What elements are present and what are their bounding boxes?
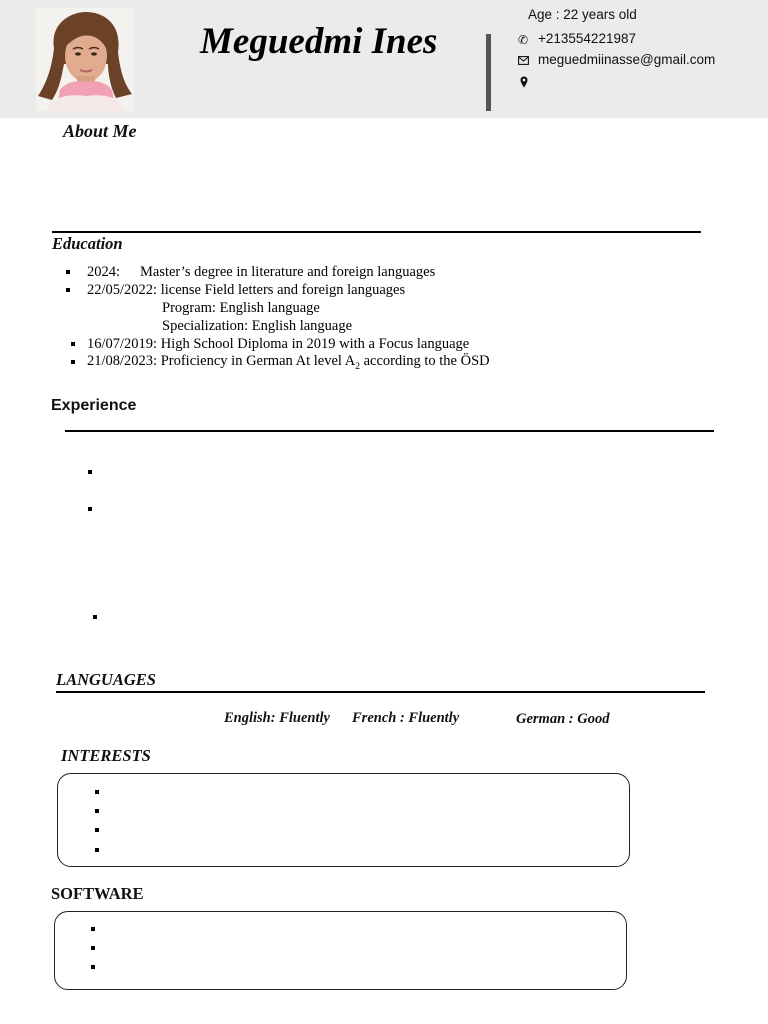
language-french: French : Fluently [352,710,460,726]
bullet [95,848,99,852]
bullet [66,270,70,274]
languages-heading: LANGUAGES [56,670,156,689]
email-address: meguedmiinasse@gmail.com [538,52,716,67]
bullet [93,615,97,619]
software-heading: SOFTWARE [51,884,144,903]
bullet [95,790,99,794]
interests-box [57,773,630,867]
experience-heading: Experience [51,397,137,414]
profile-photo [36,8,134,111]
bullet [95,809,99,813]
software-box [54,911,627,990]
interests-heading: INTERESTS [61,746,151,765]
bullet [91,927,95,931]
envelope-icon [518,56,529,67]
education-item-text: Master’s degree in literature and foreign languages [140,264,436,280]
bullet [71,342,75,346]
phone-icon: ✆ [518,33,529,47]
language-english: English: Fluently [224,710,330,726]
language-german: German : Good [516,711,610,727]
bullet [95,828,99,832]
education-item-text: 21/08/2023: Proficiency in German At level $A_2$ according to the ÖSD [87,353,490,372]
experience-rule [65,430,714,432]
education-specialization: Specialization: English language [162,318,353,334]
bullet [66,288,70,292]
education-program: Program: English language [162,300,320,316]
portrait-image [36,8,134,111]
header-divider [486,34,491,111]
languages-rule [56,691,705,693]
bullet [91,965,95,969]
bullet [88,507,92,511]
bullet [71,360,75,364]
education-heading: Education [52,234,123,253]
education-item-text: 16/07/2019: High School Diploma in 2019 with a Focus language [87,336,470,352]
education-item-date: 2024: [87,264,121,280]
education-item-text: 22/05/2022: license Field letters and foreign languages [87,282,406,298]
bullet [88,470,92,474]
location-pin-icon [520,76,528,90]
bullet [91,946,95,950]
candidate-name: Meguedmi Ines [200,21,438,62]
education-rule [52,231,701,233]
phone-number: +213554221987 [538,31,636,46]
age-text: Age : 22 years old [528,7,637,22]
about-me-heading: About Me [63,121,137,141]
